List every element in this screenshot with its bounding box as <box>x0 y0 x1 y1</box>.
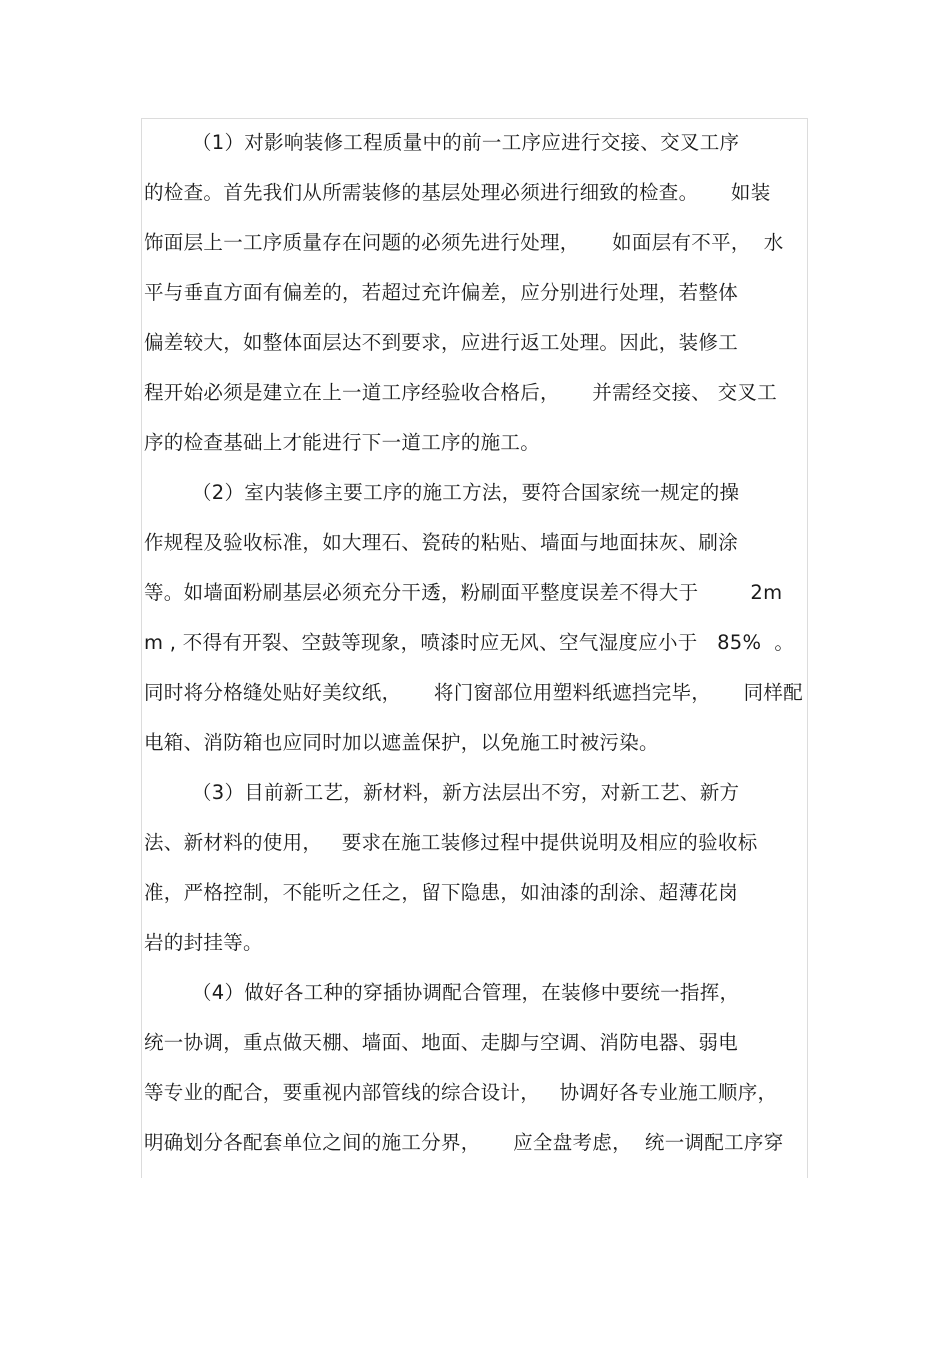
paragraph-1-line-5: 偏差较大，如整体面层达不到要求，应进行返工处理。因此，装修工 <box>144 331 739 354</box>
paragraph-1-line-2: 的检查。首先我们从所需装修的基层处理必须进行细致的检查。 如装 <box>144 181 771 204</box>
paragraph-1-line-1: （1）对影响装修工程质量中的前一工序应进行交接、交叉工序 <box>192 131 740 154</box>
paragraph-3-line-1: （3）目前新工艺，新材料，新方法层出不穷，对新工艺、新方 <box>192 781 740 804</box>
paragraph-2-line-5: 同时将分格缝处贴好美纹纸， 将门窗部位用塑料纸遮挡完毕， 同样配 <box>144 681 803 704</box>
paragraph-4-line-1: （4）做好各工种的穿插协调配合管理，在装修中要统一指挥， <box>192 981 740 1004</box>
paragraph-2-line-6: 电箱、消防箱也应同时加以遮盖保护，以免施工时被污染。 <box>144 731 659 754</box>
paragraph-2-line-4: m , 不得有开裂、空鼓等现象，喷漆时应无风、空气湿度应小于 85% 。 <box>144 631 795 654</box>
paragraph-2-line-3: 等。如墙面粉刷基层必须充分干透，粉刷面平整度误差不得大于 2m <box>144 581 783 604</box>
paragraph-4-line-4: 明确划分各配套单位之间的施工分界， 应全盘考虑， 统一调配工序穿 <box>144 1131 784 1154</box>
paragraph-2-line-2: 作规程及验收标准，如大理石、瓷砖的粘贴、墙面与地面抹灰、刷涂 <box>144 531 739 554</box>
paragraph-2-line-1: （2）室内装修主要工序的施工方法，要符合国家统一规定的操 <box>192 481 740 504</box>
paragraph-1-line-3: 饰面层上一工序质量存在问题的必须先进行处理， 如面层有不平， 水 <box>144 231 784 254</box>
paragraph-3-line-4: 岩的封挂等。 <box>144 931 263 954</box>
paragraph-3-line-3: 准，严格控制，不能听之任之，留下隐患，如油漆的刮涂、超薄花岗 <box>144 881 739 904</box>
paragraph-1-line-4: 平与垂直方面有偏差的，若超过充许偏差，应分别进行处理，若整体 <box>144 281 739 304</box>
paragraph-1-line-6: 程开始必须是建立在上一道工序经验收合格后， 并需经交接、 交叉工 <box>144 381 777 404</box>
paragraph-4-line-3: 等专业的配合，要重视内部管线的综合设计， 协调好各专业施工顺序， <box>144 1081 778 1104</box>
paragraph-4-line-2: 统一协调，重点做天棚、墙面、地面、走脚与空调、消防电器、弱电 <box>144 1031 739 1054</box>
paragraph-1-line-7: 序的检查基础上才能进行下一道工序的施工。 <box>144 431 541 454</box>
paragraph-3-line-2: 法、新材料的使用， 要求在施工装修过程中提供说明及相应的验收标 <box>144 831 758 854</box>
